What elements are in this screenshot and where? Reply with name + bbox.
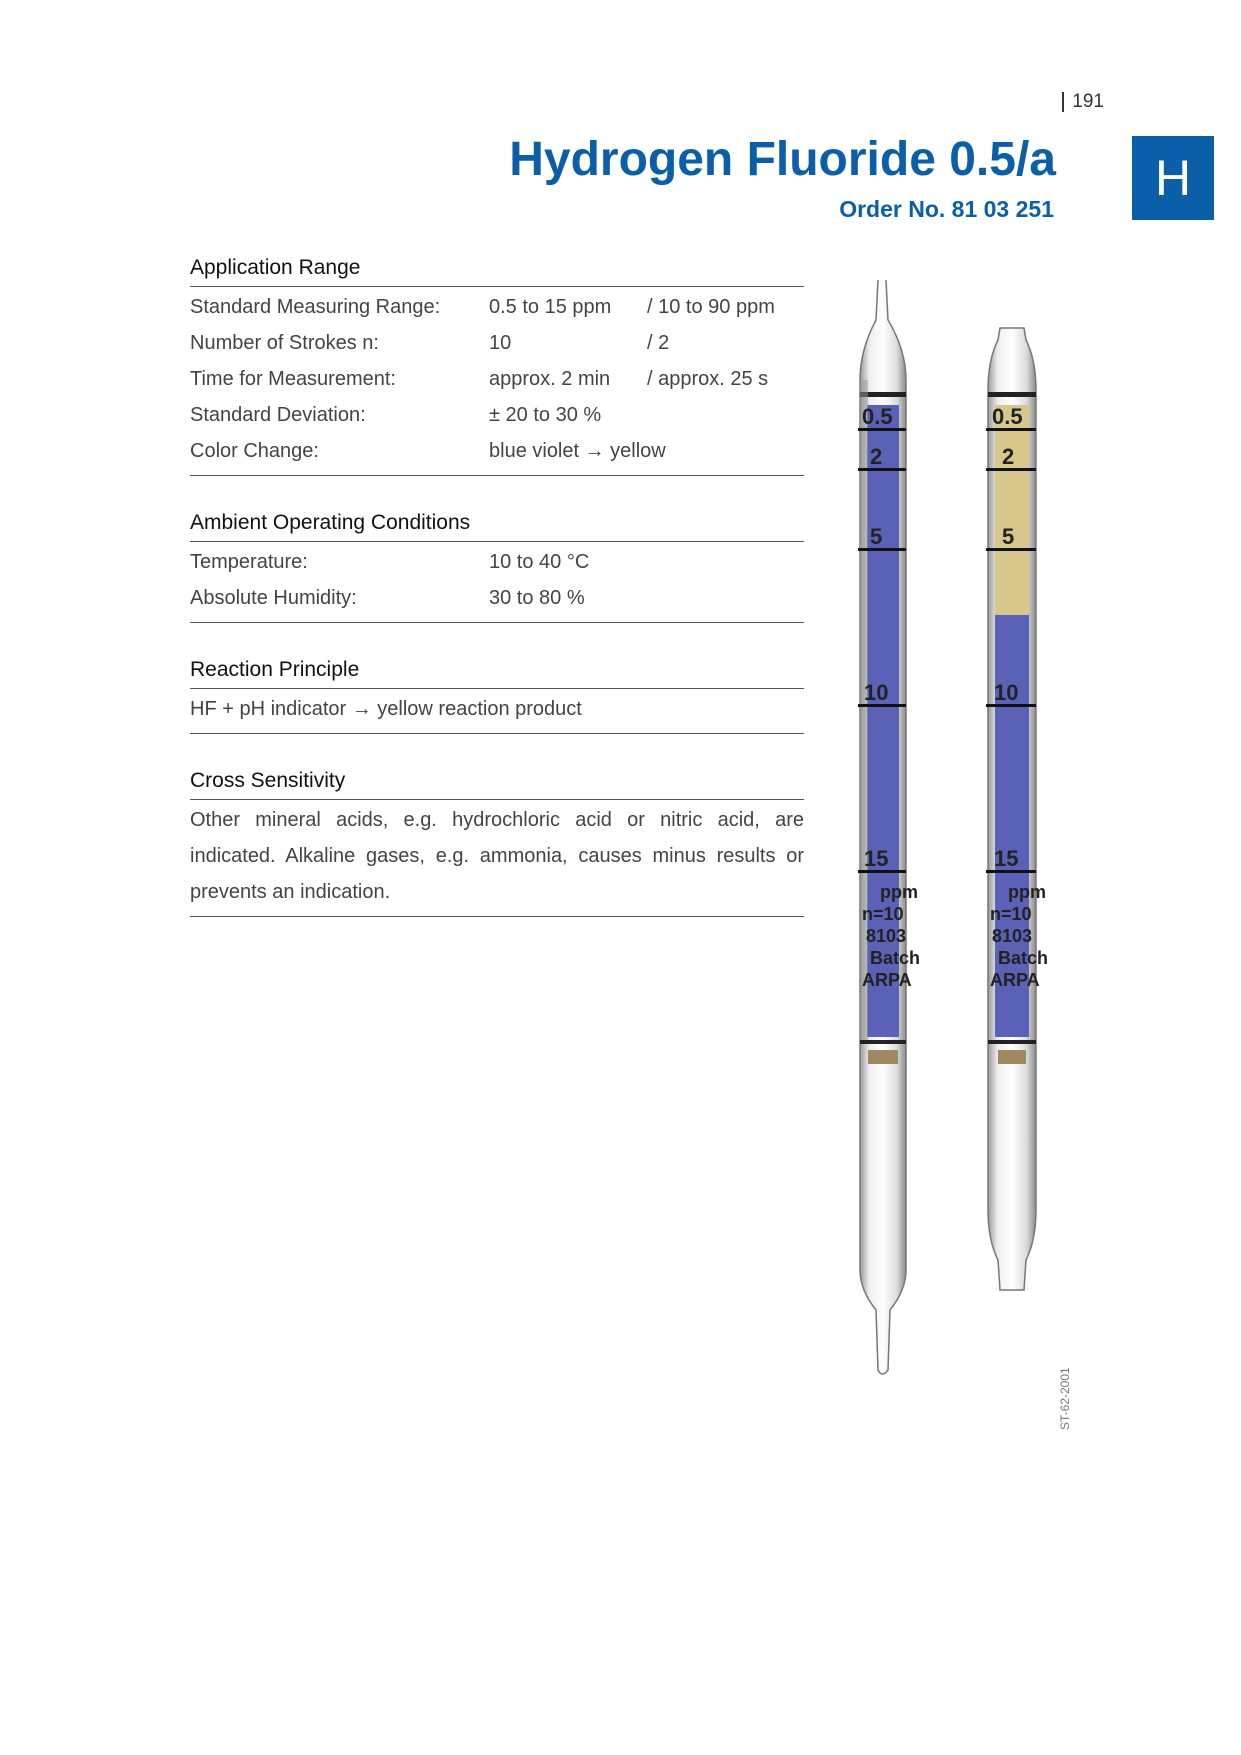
cross-sensitivity-section (190, 769, 804, 917)
reaction-principle-section (190, 658, 804, 734)
row-value-alt: / 2 (647, 332, 670, 354)
cross-sensitivity-heading: Cross Sensitivity (190, 769, 804, 800)
tube-label: ARPA (990, 970, 1040, 990)
order-number: Order No. 81 03 251 (839, 196, 1054, 222)
tube-label: n=10 (990, 904, 1032, 924)
row-value: 30 to 80 % (489, 587, 585, 609)
row-value: 10 (489, 332, 512, 354)
row-label: Standard Deviation: (190, 404, 366, 426)
table-row (190, 544, 804, 580)
row-label: Number of Strokes n: (190, 332, 379, 354)
table-row (190, 433, 804, 469)
row-label: Absolute Humidity: (190, 587, 357, 609)
scale-label: 15 (864, 846, 889, 871)
tube-label: Batch (870, 948, 921, 968)
scale-label: 10 (994, 680, 1019, 705)
row-label: Temperature: (190, 551, 308, 573)
scale-label: 2 (1002, 444, 1015, 469)
application-range-heading: Application Range (190, 256, 804, 287)
spec-content (190, 256, 804, 952)
table-row (190, 325, 804, 361)
scale-label: 15 (994, 846, 1019, 871)
row-value-alt (647, 397, 804, 433)
row-value: blue violet → yellow (489, 440, 666, 462)
tube-label: ARPA (862, 970, 912, 990)
tube-label: ppm (1008, 882, 1046, 902)
table-row (190, 289, 804, 325)
cross-sensitivity-text: Other mineral acids, e.g. hydrochloric acid or nitric acid, are indicated. Alkaline gases, e.g. ammonia, causes minus results or prevents an indication. (190, 809, 804, 903)
scale-label: 0.5 (862, 404, 893, 429)
row-label: Color Change: (190, 440, 319, 462)
tube-used (988, 328, 1036, 1290)
row-value: 0.5 to 15 ppm (489, 296, 612, 318)
application-range-section (190, 256, 804, 476)
tube-label: 8103 (992, 926, 1033, 946)
ambient-conditions-heading: Ambient Operating Conditions (190, 511, 804, 542)
scale-label: 0.5 (992, 404, 1023, 429)
scale-label: 2 (870, 444, 883, 469)
scale-label: 5 (1002, 524, 1015, 549)
tube-label: n=10 (862, 904, 904, 924)
row-value-alt: / approx. 25 s (647, 368, 769, 390)
row-label: Time for Measurement: (190, 368, 396, 390)
reaction-principle-heading: Reaction Principle (190, 658, 804, 689)
page-number: 191 (1062, 92, 1104, 112)
row-value-alt (666, 433, 804, 469)
tube-label: Batch (998, 948, 1049, 968)
row-label: Standard Measuring Range: (190, 296, 441, 318)
row-value: ± 20 to 30 % (489, 404, 602, 426)
row-value: 10 to 40 °C (489, 551, 590, 573)
reaction-principle-text: HF + pH indicator → yellow reaction product (190, 698, 582, 720)
table-row (190, 397, 804, 433)
tube-unused (860, 280, 906, 1374)
photo-credit: ST-62-2001 (1058, 1367, 1072, 1430)
table-row (190, 361, 804, 397)
scale-label: 5 (870, 524, 883, 549)
section-tab: H (1132, 136, 1214, 220)
detector-tubes-image (840, 280, 1070, 1500)
scale-label: 10 (864, 680, 889, 705)
table-row (190, 580, 804, 616)
tube-label: 8103 (866, 926, 907, 946)
row-value: approx. 2 min (489, 368, 611, 390)
tube-label: ppm (880, 882, 918, 902)
ambient-conditions-section (190, 511, 804, 623)
row-value-alt: / 10 to 90 ppm (647, 296, 775, 318)
page-title: Hydrogen Fluoride 0.5/a (509, 133, 1056, 186)
